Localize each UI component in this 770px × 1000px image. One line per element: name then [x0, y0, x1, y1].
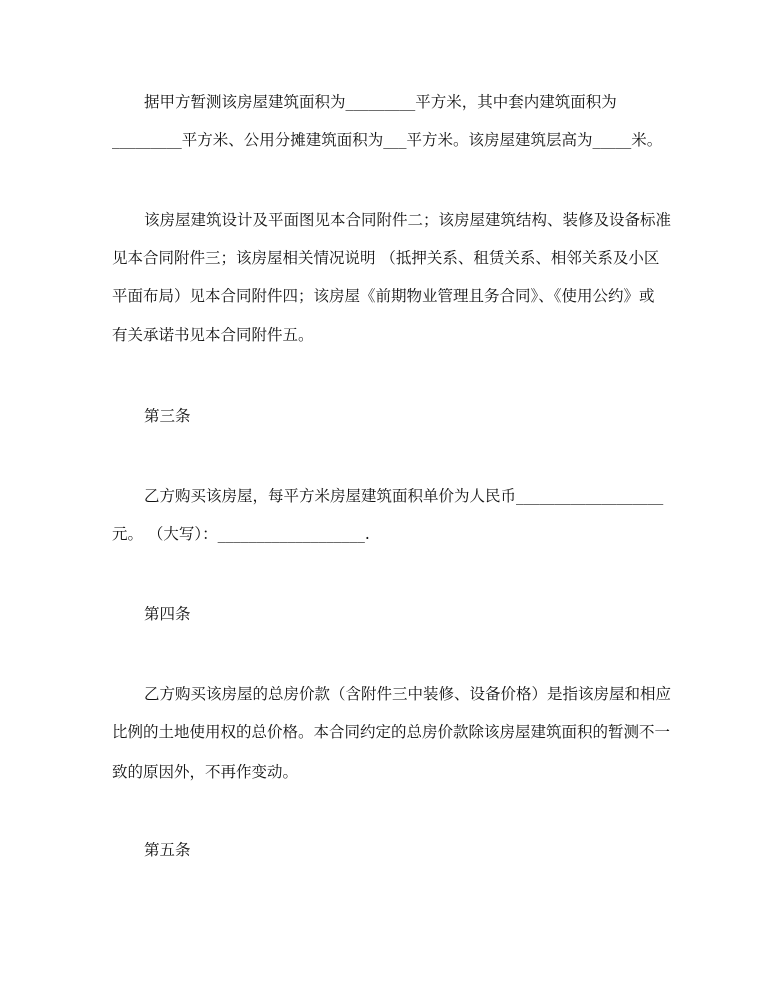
area-paragraph-line-1: 据甲方暂测该房屋建筑面积为_________平方米，其中套内建筑面积为 [144, 93, 617, 111]
article-3-heading: 第三条 [144, 407, 191, 425]
area-paragraph-line-2: _________平方米、公用分摊建筑面积为___平方米。该房屋建筑层高为_____米。 [112, 131, 663, 149]
attachments-paragraph-line-2: 见本合同附件三；该房屋相关情况说明 （抵押关系、租赁关系、相邻关系及小区 [112, 249, 660, 267]
total-price-paragraph-line-1: 乙方购买该房屋的总房价款（含附件三中装修、设备价格）是指该房屋和相应 [144, 685, 672, 703]
attachments-paragraph-line-3: 平面布局）见本合同附件四；该房屋《前期物业管理且务合同》、《使用公约》或 [112, 287, 655, 305]
attachments-paragraph-line-1: 该房屋建筑设计及平面图见本合同附件二；该房屋建筑结构、装修及设备标准 [144, 211, 672, 229]
total-price-paragraph-line-3: 致的原因外，不再作变动。 [112, 763, 299, 781]
attachments-paragraph-line-4: 有关承诺书见本合同附件五。 [112, 326, 314, 344]
unit-price-paragraph-line-2: 元。 （大写）：___________________. [112, 525, 370, 543]
article-5-heading: 第五条 [144, 841, 191, 859]
total-price-paragraph-line-2: 比例的土地使用权的总价格。本合同约定的总房价款除该房屋建筑面积的暂测不一 [112, 723, 671, 741]
article-4-heading: 第四条 [144, 605, 191, 623]
unit-price-paragraph-line-1: 乙方购买该房屋，每平方米房屋建筑面积单价为人民币___________________ [144, 487, 664, 505]
